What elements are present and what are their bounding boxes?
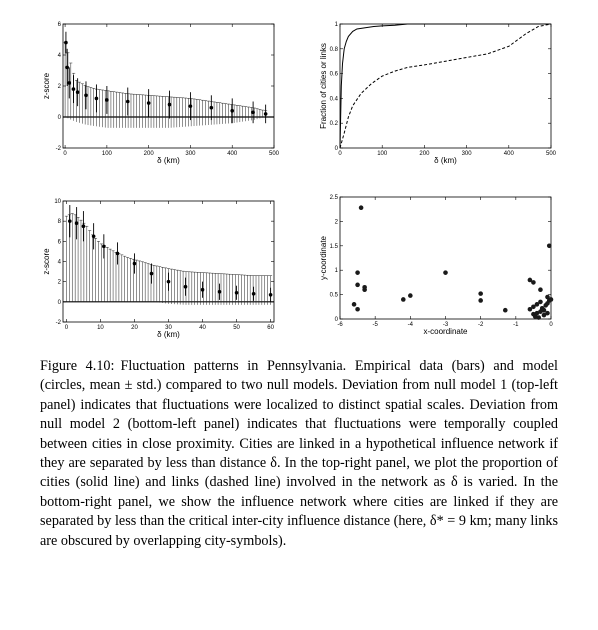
city-point [478,298,483,303]
model-point [126,100,130,104]
y-axis-label: z-score [42,248,51,275]
x-tick-label: -1 [513,322,519,328]
y-tick-label: 10 [54,199,61,205]
city-point [355,307,360,312]
y-tick-label: 1.5 [329,243,338,250]
model-point [116,252,120,256]
x-tick-label: 40 [199,325,206,331]
x-tick-label: -3 [442,322,449,328]
x-axis-label: δ (km) [157,330,180,339]
x-axis-label: x-coordinate [423,327,468,336]
x-tick-label: 0 [64,325,69,331]
x-tick-label: 500 [268,151,280,157]
y-tick-label: 0 [334,146,338,152]
model-point [68,219,72,223]
x-tick-label: 300 [461,151,472,157]
x-tick-label: 100 [377,151,388,157]
model-point [167,280,171,284]
x-tick-label: -5 [372,322,378,328]
model-point [235,291,239,295]
city-point [540,307,545,312]
y-tick-label: -2 [55,146,61,152]
y-tick-label: 0 [334,317,338,323]
model-point [84,94,88,98]
cities-line [340,24,551,148]
figure-caption [40,357,558,551]
model-point [133,262,137,266]
y-tick-label: 2 [334,219,338,226]
city-point [538,287,543,292]
model-point [95,97,99,101]
city-point [401,297,406,302]
model-point [82,224,86,228]
panel-top-right [319,22,557,165]
y-tick-label: 0.2 [329,121,338,128]
panel-bottom-left [42,199,275,339]
model-point [64,41,68,45]
city-point [443,270,448,275]
y-tick-label: 0.5 [329,292,338,299]
city-point [549,297,554,302]
y-axis-label: y-coordinate [319,235,328,281]
plot-frame [340,24,551,148]
model-point [105,98,109,102]
y-axis-label: Fraction of cities or links [319,43,328,129]
model-point [269,293,273,297]
city-point [352,302,357,307]
plot-frame [63,24,274,148]
model-point [264,112,268,116]
city-point [355,283,360,288]
city-point [408,293,413,298]
y-tick-label: 1 [334,268,338,275]
y-tick-label: 0.6 [329,71,338,78]
model-point [76,90,80,94]
model-point [72,87,76,91]
y-tick-label: 0.4 [329,96,338,103]
y-tick-label: 2.5 [329,195,338,201]
x-tick-label: 400 [503,151,514,157]
y-tick-label: 4 [57,53,61,59]
y-tick-label: 6 [57,22,61,28]
x-tick-label: 200 [419,151,430,157]
y-tick-label: 8 [57,219,61,226]
model-point [65,66,69,70]
x-axis-label: δ (km) [434,156,457,165]
city-point [531,280,536,285]
model-point [147,101,151,105]
plot-frame [340,197,551,319]
y-tick-label: 0 [57,299,61,306]
model-point [230,109,234,113]
model-point [189,104,193,108]
y-tick-label: -2 [55,320,61,326]
x-tick-label: 10 [97,325,104,331]
panel-top-left [42,22,280,165]
model-point [184,285,188,289]
city-point [355,270,360,275]
model-point [102,245,106,249]
x-tick-label: 30 [165,325,172,331]
model-point [252,292,256,296]
x-tick-label: 20 [131,325,138,331]
city-point [536,315,541,320]
x-tick-label: -6 [337,322,343,328]
city-point [538,300,543,305]
y-tick-label: 1 [334,22,338,28]
x-axis-label: δ (km) [157,156,180,165]
y-tick-label: 6 [57,239,61,246]
y-tick-label: 2 [57,279,61,286]
links-line [340,24,551,148]
model-point [201,288,205,292]
city-point [362,285,367,290]
x-tick-label: 200 [143,151,154,157]
caption-text: Fluctuation patterns in Pennsylvania. Empirical data (bars) and model (circles, mean ± std.) compared to two null models. Deviation from null model 1 (top-left panel) indicates that fluctuations were localized to distinct spatial scales. Deviation from null model 2 (bottom-left panel) indicates that fluctuations were temporally coupled between cities in close proximity. Cities are linked in a hypothetical influence network if they are separated by less than distance δ. In the top-right panel, we plot the proportion of cities (solid line) and links (dashed line) involved in the network as δ is varied. In the bottom-right panel, we show the influence network where cities are linked if they are separated by less than the critical inter-city influence distance (here, δ* = 9 km; many links are obscured by overlapping city-symbols). [40,358,558,549]
city-point [503,308,508,313]
x-tick-label: 0 [549,322,553,328]
model-point [92,234,96,238]
model-point [210,106,214,110]
y-tick-label: 2 [57,84,61,90]
x-tick-label: -2 [477,322,484,328]
x-tick-label: 300 [185,151,196,157]
model-point [218,290,222,294]
x-tick-label: 500 [545,151,557,157]
x-tick-label: -4 [407,322,414,328]
y-tick-label: 0.8 [329,46,338,53]
model-point [75,221,79,225]
x-tick-label: 100 [101,151,112,157]
x-tick-label: 0 [63,151,67,157]
caption-label: Figure 4.10: [40,358,115,374]
model-point [168,103,172,107]
model-point [251,111,255,115]
y-axis-label: z-score [42,72,51,100]
x-tick-label: 400 [227,151,238,157]
model-point [67,81,71,85]
city-point [359,205,364,210]
x-tick-label: 60 [267,325,274,331]
y-tick-label: 4 [57,259,61,266]
city-point [547,244,552,249]
x-tick-label: 0 [338,151,342,157]
panel-bottom-right [319,195,553,336]
city-point [545,311,550,316]
model-point [150,272,154,276]
y-tick-label: 0 [57,115,61,121]
city-point [478,291,483,296]
x-tick-label: 50 [233,325,240,331]
